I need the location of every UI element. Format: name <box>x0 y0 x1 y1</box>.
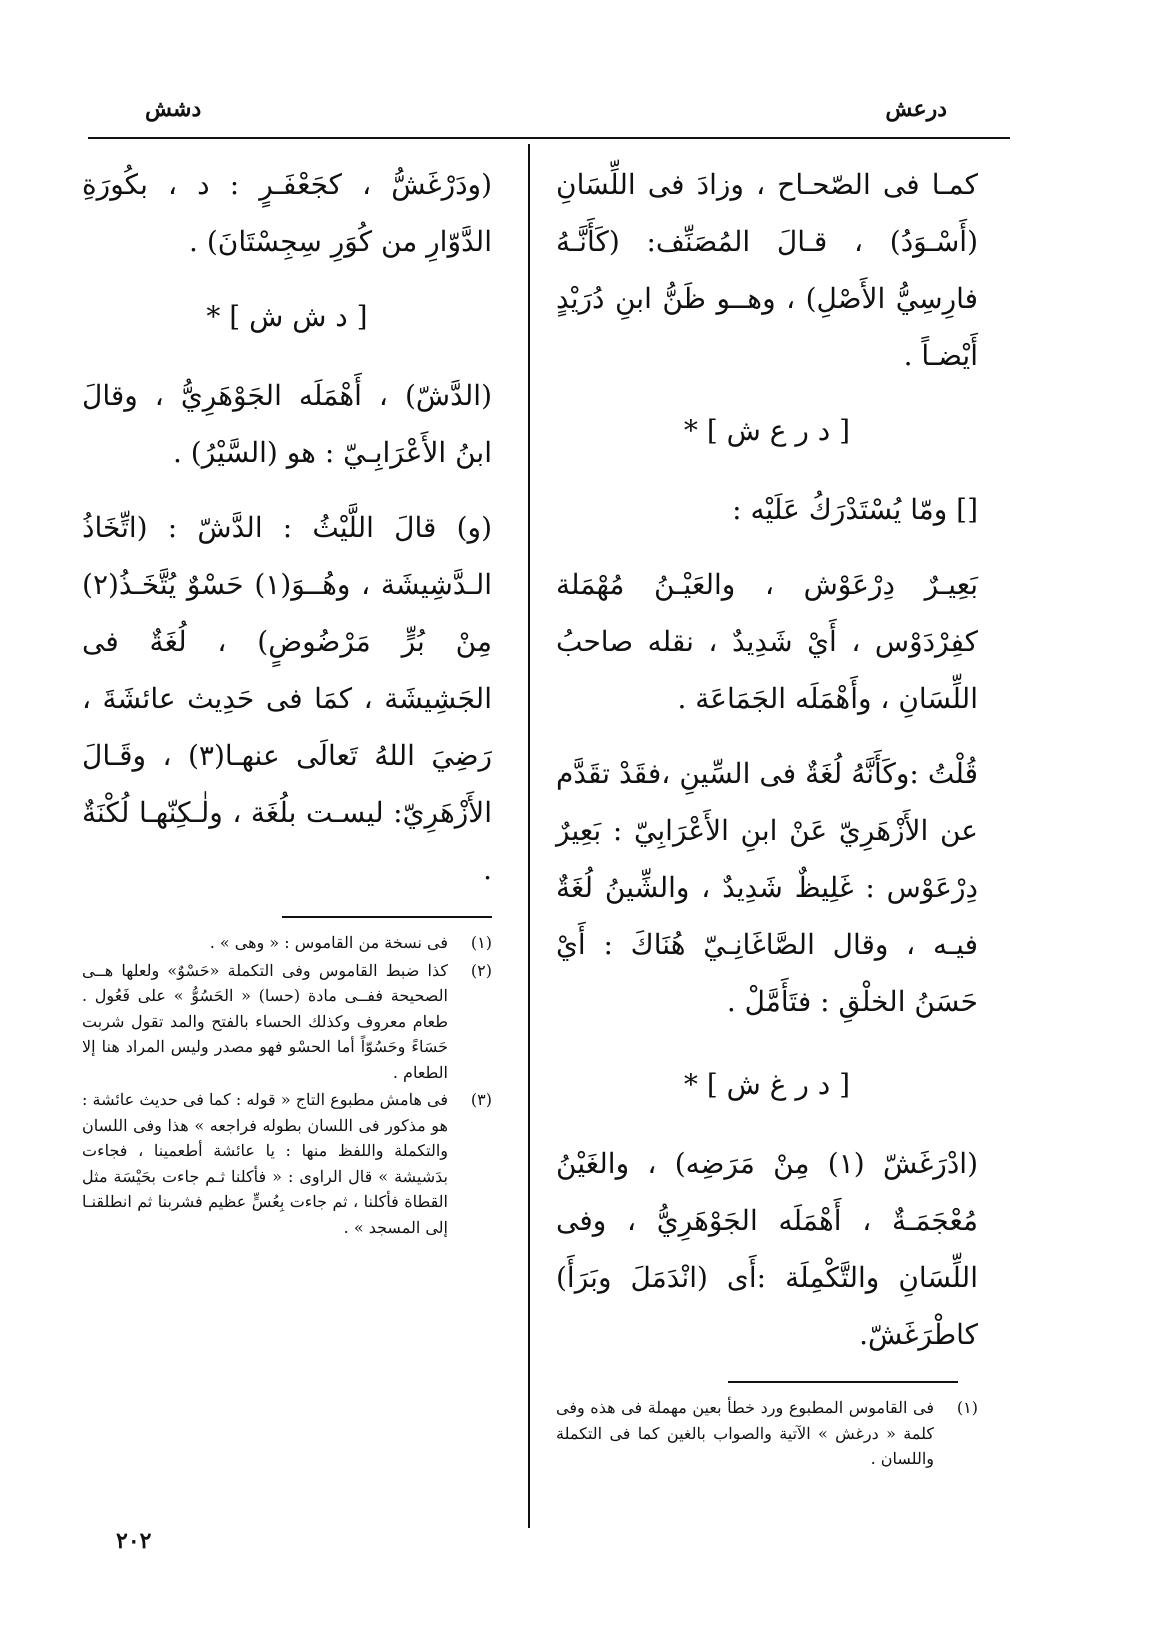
left-footnotes <box>82 930 492 1240</box>
header-rule <box>88 137 1010 139</box>
right-column <box>556 156 978 1474</box>
left-column <box>82 156 492 1242</box>
footnote-number: (١) <box>956 1398 978 1417</box>
footnote-text: فى نسخة من القاموس : « وهى » . <box>209 933 448 952</box>
column-divider <box>528 144 530 1528</box>
paragraph: (ودَرْغَشُّ ، كجَعْفَـرٍ : د ، بكُورَةِ الدَّوّارِ من كُوَرِ سِجِسْتَانَ) . <box>82 168 492 258</box>
paragraph: كمـا فى الصّحـاح ، وزادَ فى اللِّسَانِ (أَسْـوَدُ) ، قـالَ المُصَنِّف: (كَأَنَّـهُ فارِسِيُّ الأَصْلِ) ، وهــو ظَنُّ ابنِ دُرَيْدٍ أَيْضـاً . <box>556 168 978 372</box>
entry-heading-d-sh-sh: [ د ش ش ] * <box>206 300 368 333</box>
footnote <box>82 958 492 1086</box>
right-column-body <box>556 156 978 1363</box>
footnote-number: (٢) <box>470 960 492 980</box>
left-column-body <box>82 156 492 898</box>
paragraph: [] ومّا يُسْتَدْرَكُ عَلَيْه : <box>732 493 978 526</box>
page-number: ٢٠٢ <box>116 1528 152 1554</box>
footnote-text: فى هامش مطبوع التاج « قوله : كما فى حديث عائشة : هو مذكور فى اللسان بطوله فراجعه » هذا وفى اللسان والتكملة واللفظ منها : يا عائشة أطعمينا ، فجاءت بدَشيشة » قال الراوى : « فأكلنا ثـم جاءت بحَيْسَة مثل القطاة فأكلنا ، ثم جاءت بِعُسٍّ عظيم فشربنا ثم انطلقنـا إلى المسجد » . <box>82 1090 448 1237</box>
footnote-number: (٣) <box>470 1090 492 1109</box>
footnote-number: (١) <box>470 933 492 952</box>
footnote <box>556 1395 978 1472</box>
running-header-right: درعش <box>885 96 947 122</box>
footnote-separator <box>728 1381 958 1383</box>
footnote-text: فى القاموس المطبوع ورد خطأ بعين مهملة فى هذه وفى كلمة « درغش » الآتية والصواب بالغين كما فى التكملة واللسان . <box>556 1398 934 1468</box>
paragraph: بَعِيـرٌ دِرْعَوْش ، والعَيْـنُ مُهْمَلة كفِرْدَوْس ، أَيْ شَدِيدٌ ، نقله صاحبُ اللِّسَانِ ، وأَهْمَلَه الجَمَاعَة . <box>556 568 978 715</box>
paragraph: (ادْرَغَشّ (١) مِنْ مَرَضِه) ، والغَيْنُ مُعْجَمَـةٌ ، أَهْمَلَه الجَوْهَرِيُّ ، وفى اللِّسَانِ والتَّكْمِلَة :أَى (انْدَمَلَ وبَرَأَ) كاطْرَغَشّ. <box>556 1147 978 1351</box>
footnote-text: كذا ضبط القاموس وفى التكملة «حَسْوٌ» ولعلها هــى الصحيحة ففــى مادة (حسا) « الحَسُوُّ » على فَعُول . طعام معروف وكذلك الحساء بالفتح والمد تقول شربت حَسَاءً وحَسُوّاً أما الحسْو فهو مصدر وليس المراد هنا إلا الطعام . <box>82 960 448 1082</box>
footnote-separator <box>282 916 492 918</box>
paragraph: (الدَّشّ) ، أَهْمَلَه الجَوْهَرِيُّ ، وقالَ ابنُ الأَعْرَابِـيّ : هو (السَّيْرُ) . <box>82 379 492 469</box>
paragraph: (و) قالَ اللَّيْثُ : الدَّشّ : (اتِّخَاذُ الـدَّشِيشَة ، وهُــوَ(١) حَسْوٌ يُتَّخَـذُ(٢) مِنْ بُرٍّ مَرْضُوضٍ) ، لُغَةٌ فى الجَشِيشَة ، كمَا فى حَدِيث عائشَةَ ، رَضِيَ اللهُ تَعالَى عنهـا(٣) ، وقَـالَ الأَزْهَرِيّ: ليسـت بلُغَة ، ولٰـكِنّهـا لُكْنَةٌ . <box>82 511 492 886</box>
paragraph: قُلْتُ :وكَأَنَّهُ لُغَةٌ فى السِّينِ ،فقَدْ تقَدَّم عن الأَزْهَرِيّ عَنْ ابنِ الأَعْرَابِيّ : بَعِيرٌ دِرْعَوْس : غَلِيظٌ شَدِيدٌ ، والشِّينُ لُغَةٌ فيـه ، وقال الصَّاغَانِـيّ هُنَاكَ : أَيْ حَسَنُ الخلْقِ : فتَأَمَّلْ . <box>556 757 978 1018</box>
running-header-left: دشش <box>145 96 202 122</box>
footnote <box>82 1087 492 1240</box>
entry-heading-d-r-ghayn-sh: [ د ر غ ش ] * <box>683 1068 851 1101</box>
entry-heading-d-r-ayn-sh: [ د ر ع ش ] * <box>683 414 851 447</box>
footnote <box>82 930 492 956</box>
right-footnotes <box>556 1395 978 1472</box>
